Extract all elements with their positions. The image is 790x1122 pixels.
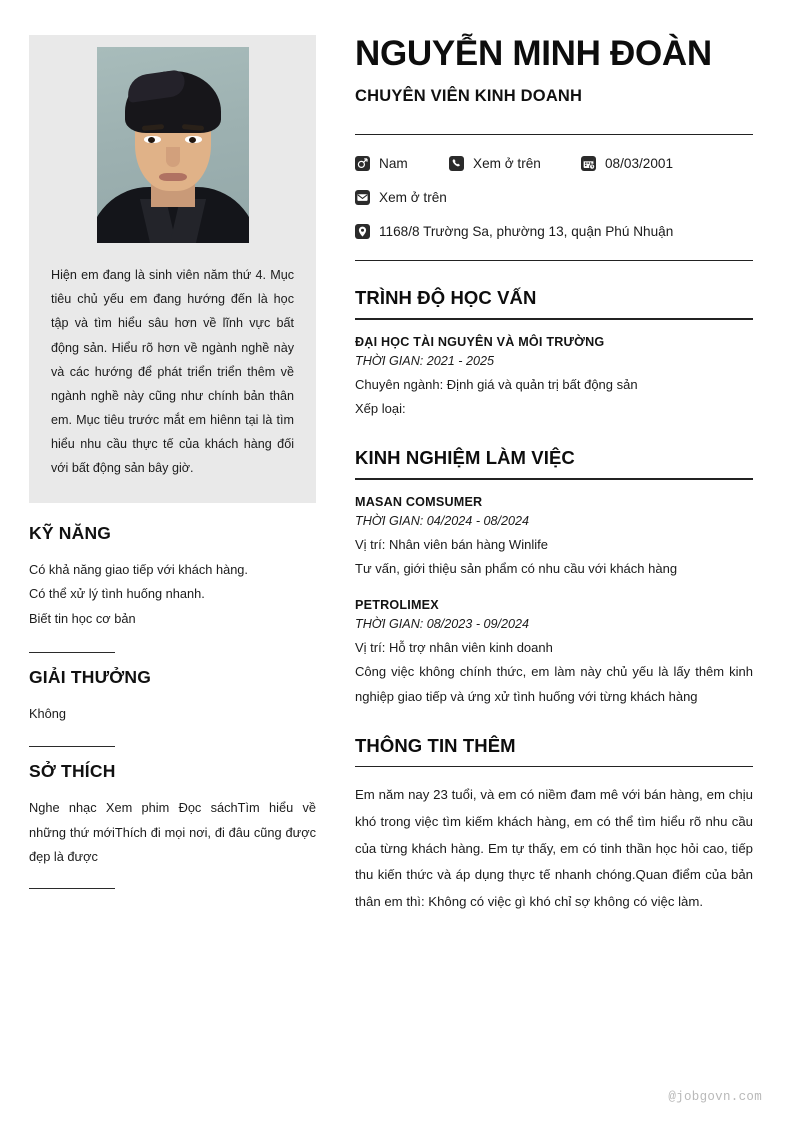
contact-gender-value: Nam <box>379 155 408 171</box>
skill-item: Biết tin học cơ bản <box>29 610 136 626</box>
experience-description: Công việc không chính thức, em làm này chủ yếu là lấy thêm kinh nghiệp giao tiếp và ứng xử tình huống với từng khách hàng <box>355 664 753 704</box>
hobbies-section <box>29 746 316 889</box>
experience-entry <box>355 495 753 582</box>
additional-info-heading: THÔNG TIN THÊM <box>355 735 516 757</box>
watermark: @jobgovn.com <box>668 1090 762 1104</box>
education-section <box>355 287 753 421</box>
awards-text: Không <box>29 705 67 721</box>
right-column <box>355 34 753 916</box>
experience-time: THỜI GIAN: 04/2024 - 08/2024 <box>355 513 530 528</box>
education-heading: TRÌNH ĐỘ HỌC VẤN <box>355 287 537 309</box>
education-entry <box>355 335 753 422</box>
page-title: NGUYỄN MINH ĐOÀN <box>355 34 712 73</box>
profile-photo <box>97 47 249 243</box>
contact-phone-value: Xem ở trên <box>473 155 541 171</box>
section-rule <box>355 318 753 319</box>
location-pin-icon <box>355 224 370 239</box>
experience-description: Tư vấn, giới thiệu sản phẩm có nhu cầu với khách hàng <box>355 561 678 577</box>
awards-section <box>29 652 316 727</box>
additional-info-section <box>355 735 753 916</box>
section-rule <box>355 478 753 479</box>
contact-row-address <box>355 214 753 248</box>
experience-company: MASAN COMSUMER <box>355 494 483 509</box>
education-grade: Xếp loại: <box>355 401 406 417</box>
contact-row-primary <box>355 146 753 180</box>
experience-heading: KINH NGHIỆM LÀM VIỆC <box>355 447 575 469</box>
summary-panel <box>29 263 316 503</box>
gender-icon <box>355 156 370 171</box>
experience-section <box>355 447 753 709</box>
section-divider-bottom <box>29 888 115 889</box>
phone-icon <box>449 156 464 171</box>
contact-row-email <box>355 180 753 214</box>
calendar-icon <box>581 156 596 171</box>
hobbies-heading: SỞ THÍCH <box>29 761 116 782</box>
additional-info-text: Em năm nay 23 tuổi, và em có niềm đam mê với bán hàng, em chịu khó trong việc tìm kiếm khách hàng, em có thể tìm hiểu rõ nhu cầu của từng khách hàng. Em tự thấy, em có tinh thần học hỏi cao, tiếp thu kiến thức và áp dụng thực tế nhanh chóng.Quan điểm của bản thân em thì: Không có việc gì khó chỉ sợ không có việc làm. <box>355 787 753 910</box>
photo-panel <box>29 35 316 263</box>
awards-heading: GIẢI THƯỞNG <box>29 666 152 687</box>
education-time: THỜI GIAN: 2021 - 2025 <box>355 353 495 368</box>
section-divider <box>29 652 115 653</box>
skills-section <box>29 523 316 632</box>
experience-company: PETROLIMEX <box>355 597 439 612</box>
hobbies-text: Nghe nhạc Xem phim Đọc sáchTìm hiểu về những thứ mớiThích đi mọi nơi, đi đâu cũng được đẹp là được <box>29 800 316 865</box>
experience-entry <box>355 598 753 709</box>
education-major: Chuyên ngành: Định giá và quản trị bất động sản <box>355 376 638 392</box>
skill-item: Có khả năng giao tiếp với khách hàng. <box>29 561 248 577</box>
summary-text: Hiện em đang là sinh viên năm thứ 4. Mục tiêu chủ yếu em đang hướng đến là học tập và tìm hiểu sâu hơn về lĩnh vực bất động sản. Hiểu rõ hơn về ngành nghề này và các hướng để phát triển triển thêm về ngành nghề này cũng như chính bản thân em. Mục tiêu trước mắt em hiênn tại là tìm hiểu nhu cầu thực tế của khách hàng đối với bất động sản bây giờ. <box>51 268 294 476</box>
portrait-illustration <box>97 47 249 243</box>
skills-heading: KỸ NĂNG <box>29 522 112 543</box>
section-rule <box>355 766 753 767</box>
envelope-icon <box>355 190 370 205</box>
skill-item: Có thể xử lý tình huống nhanh. <box>29 586 205 602</box>
education-school: ĐẠI HỌC TÀI NGUYÊN VÀ MÔI TRƯỜNG <box>355 334 605 349</box>
experience-time: THỜI GIAN: 08/2023 - 09/2024 <box>355 616 530 631</box>
contact-block <box>355 134 753 261</box>
left-column <box>29 35 316 903</box>
section-divider <box>29 746 115 747</box>
experience-position: Vị trí: Hỗ trợ nhân viên kinh doanh <box>355 639 553 655</box>
contact-address-value: 1168/8 Trường Sa, phường 13, quận Phú Nhuận <box>379 223 674 239</box>
job-title: CHUYÊN VIÊN KINH DOANH <box>355 87 583 106</box>
contact-email-value: Xem ở trên <box>379 189 447 205</box>
experience-position: Vị trí: Nhân viên bán hàng Winlife <box>355 536 548 552</box>
contact-birthdate-value: 08/03/2001 <box>605 155 674 171</box>
